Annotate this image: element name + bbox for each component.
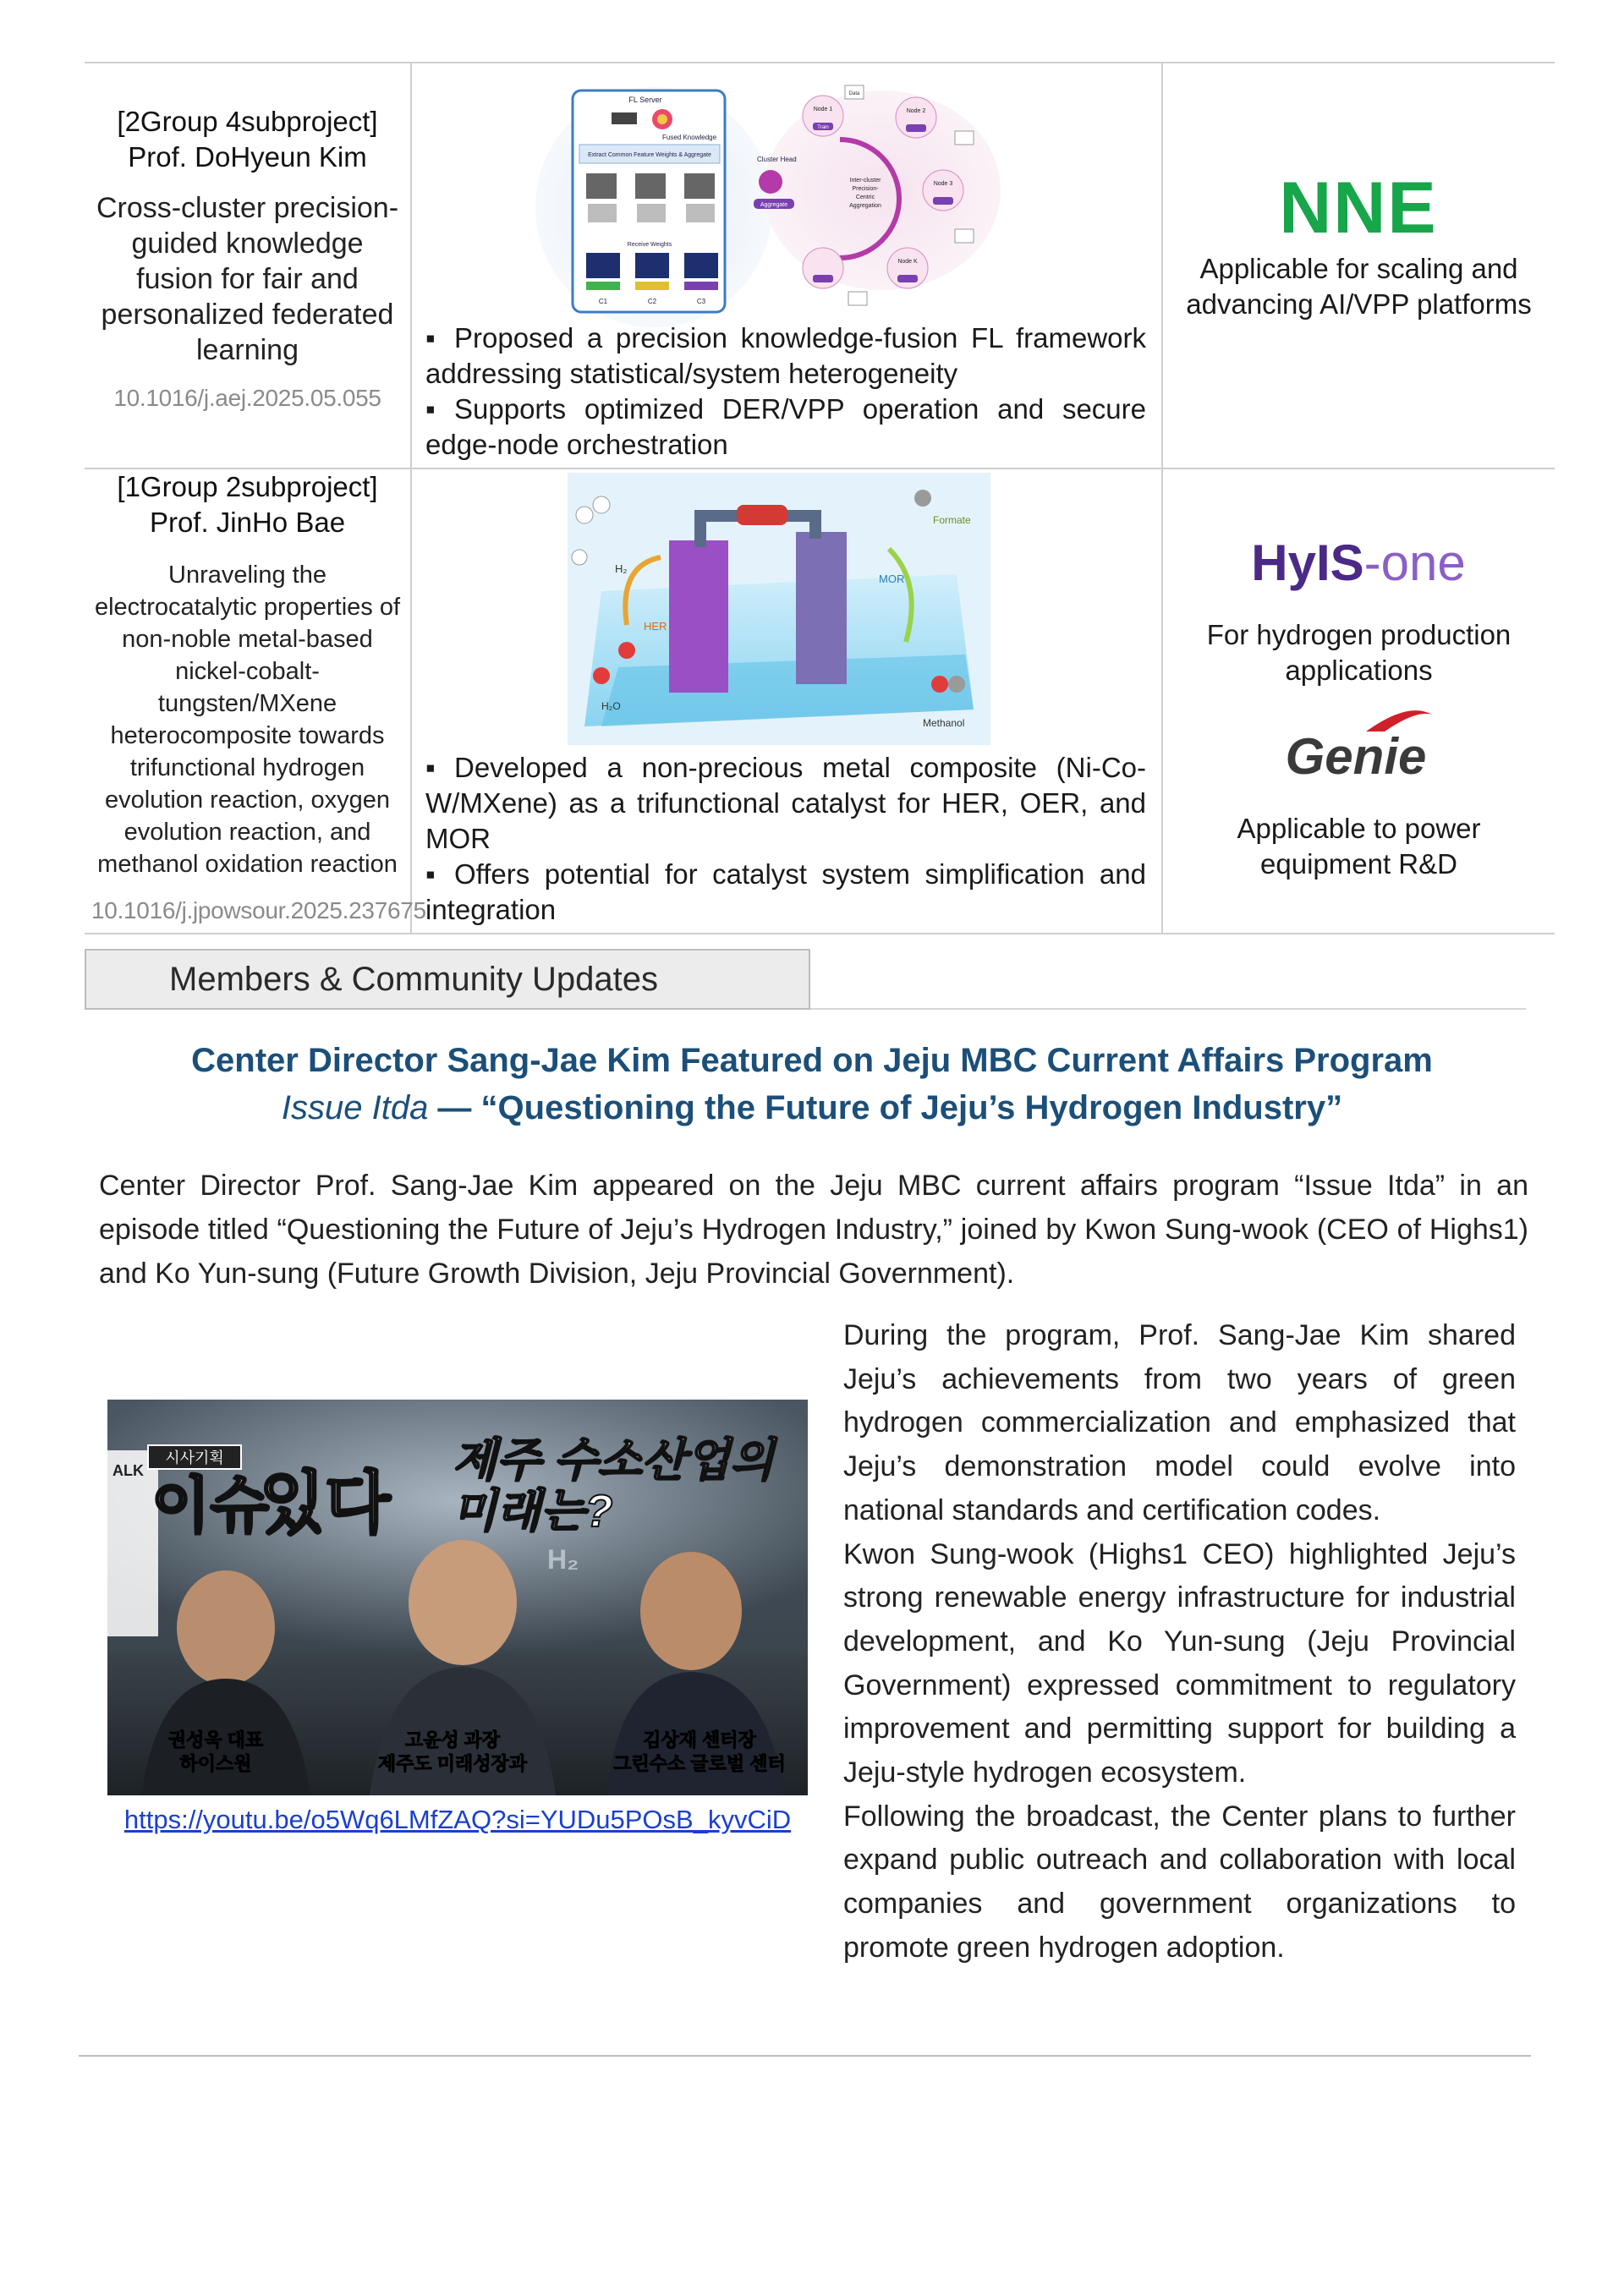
formate-label: Formate xyxy=(933,514,971,526)
article-paragraph: During the program, Prof. Sang-Jae Kim shared Jeju’s achievements from two years of green hydrogen commercialization and emphasized that Jeju’s demonstration model could evolve into national standards and certification codes. xyxy=(843,1319,1516,1526)
bullet-item: ▪ Proposed a precision knowledge-fusion FL framework addressing statistical/system heterogeneity xyxy=(425,322,1146,389)
bottom-divider xyxy=(79,2055,1531,2057)
svg-text:Genie: Genie xyxy=(1285,728,1427,782)
svg-text:NNE: NNE xyxy=(1279,173,1438,241)
node-3-label: Node 3 xyxy=(933,181,953,187)
video-link[interactable]: https://youtu.be/o5Wq6LMfZAQ?si=YUDu5POsB_kyvCiD xyxy=(123,1805,792,1834)
nne-logo xyxy=(1163,173,1555,241)
bullet-item: ▪ Supports optimized DER/VPP operation and secure edge-node orchestration xyxy=(425,393,1146,460)
federated-learning-figure xyxy=(535,80,1009,334)
her-label: HER xyxy=(644,620,667,633)
research-summary-cell xyxy=(412,469,1163,933)
professor-name: Prof. JinHo Bae xyxy=(149,507,346,538)
application-text: Applicable for scaling and advancing AI/VPP platforms xyxy=(1186,253,1532,320)
paper-doi: 10.1016/j.jpowsour.2025.237675 xyxy=(91,897,426,923)
research-info-cell xyxy=(85,469,426,933)
section-header: Members & Community Updates xyxy=(85,949,810,1010)
inter-cluster-label: Inter-cluster Precision-Centric Aggregation xyxy=(849,178,881,209)
aggregate-label: Aggregate xyxy=(760,202,788,208)
electrocatalyst-figure xyxy=(568,473,990,745)
article-body xyxy=(843,1314,1516,1970)
guest-center-org: 제주도 미래성장과 xyxy=(377,1753,528,1774)
thumbnail-title-2: 미래는? xyxy=(453,1486,613,1537)
professor-name: Prof. DoHyeun Kim xyxy=(128,141,367,173)
article-headline: Center Director Sang-Jae Kim Featured on Jeju MBC Current Affairs Program xyxy=(191,1042,1433,1079)
data-label: Data xyxy=(848,91,860,96)
cluster-c1-label: C1 xyxy=(598,298,608,305)
group-label: [2Group 4subproject] xyxy=(117,106,378,137)
guest-right-org: 그린수소 글로벌 센터 xyxy=(613,1753,786,1774)
program-tag: 시사기획 xyxy=(165,1449,224,1466)
section-divider xyxy=(810,1008,1526,1010)
extract-label: Extract Common Feature Weights & Aggregate xyxy=(588,152,711,158)
node-2-label: Node 2 xyxy=(906,108,926,114)
article-subheadline xyxy=(85,1089,1539,1127)
side-text: ALK xyxy=(112,1462,144,1479)
application-text-hydrogen: For hydrogen production applications xyxy=(1206,619,1512,686)
industry-application-cell xyxy=(1163,63,1555,468)
guest-left-org: 하이스원 xyxy=(179,1753,252,1774)
brand-issue: 이슈 xyxy=(151,1472,270,1540)
article-paragraph: Kwon Sung-wook (Highs1 CEO) highlighted Jeju’s strong renewable energy infrastructure for industrial development, and Ko Yun-sung (Jeju Provincial Government) expressed commitment to regulatory improvement and permitting support for building a Jeju-style hydrogen ecosystem. xyxy=(843,1537,1516,1789)
fl-server-label: FL Server xyxy=(628,96,662,104)
paper-title: Cross-cluster precision-guided knowledge fusion for fair and personalized federated learning xyxy=(96,192,399,366)
node-1-label: Node 1 xyxy=(813,107,833,112)
video-thumbnail[interactable] xyxy=(107,1400,808,1795)
fused-knowledge-label: Fused Knowledge xyxy=(662,134,717,141)
research-highlights-table xyxy=(85,62,1555,934)
episode-title: — “Questioning the Future of Jeju’s Hydrogen Industry” xyxy=(428,1089,1343,1126)
paper-title: Unraveling the electrocatalytic properties of non-noble metal-based nickel-cobalt-tungsten/MXene heterocomposite towards trifunctional hydrogen evolution reaction, oxygen evolution reaction, and methanol oxidation reaction xyxy=(94,562,401,878)
cluster-c3-label: C3 xyxy=(696,298,706,305)
methanol-label: Methanol xyxy=(923,717,965,729)
bullet-item: ▪ Developed a non-precious metal composite (Ni-Co-W/MXene) as a trifunctional catalyst for HER, OER, and MOR xyxy=(425,752,1146,854)
h2o-label: H₂O xyxy=(601,700,621,712)
bullet-item: ▪ Offers potential for catalyst system simplification and integration xyxy=(425,858,1146,925)
thumbnail-title-1: 제주 수소산업의 xyxy=(453,1435,775,1486)
guest-center-title: 고윤성 과장 xyxy=(404,1729,501,1751)
research-row-electrocatalyst xyxy=(85,469,1555,934)
svg-text:HyIS-one: HyIS-one xyxy=(1251,534,1466,591)
receive-weights-label: Receive Weights xyxy=(627,242,672,248)
cluster-head-label: Cluster Head xyxy=(757,156,797,163)
research-row-federated-learning xyxy=(85,63,1555,469)
guest-right-title: 김상재 센터장 xyxy=(643,1729,756,1751)
brand-itda: 있다 xyxy=(260,1466,391,1541)
guest-left-title: 권성욱 대표 xyxy=(167,1729,264,1751)
hyis-one-logo xyxy=(1163,533,1555,592)
research-bullets xyxy=(425,321,1146,463)
article-paragraph: Following the broadcast, the Center plans to further expand public outreach and collaboration with local companies and government organizations to promote green hydrogen adoption. xyxy=(843,1800,1516,1964)
mor-label: MOR xyxy=(879,573,905,585)
train-label: Train xyxy=(817,125,829,130)
cluster-c2-label: C2 xyxy=(647,298,657,305)
h2-label: H₂ xyxy=(615,562,628,575)
article-intro: Center Director Prof. Sang-Jae Kim appeared on the Jeju MBC current affairs program “Issue Itda” in an episode titled “Questioning the Future of Jeju’s Hydrogen Industry,” joined by Kwon Sung-wook (CEO of Highs1) and Ko Yun-sung (Future Growth Division, Jeju Provincial Government). xyxy=(99,1170,1528,1290)
industry-application-cell xyxy=(1163,469,1555,933)
research-info-cell xyxy=(85,63,412,468)
paper-doi: 10.1016/j.aej.2025.05.055 xyxy=(113,385,381,411)
h2-mark: H₂ xyxy=(547,1544,579,1575)
program-name: Issue Itda xyxy=(281,1089,429,1126)
group-label: [1Group 2subproject] xyxy=(117,471,378,502)
node-k-label: Node K xyxy=(897,259,918,265)
research-bullets xyxy=(425,750,1146,928)
application-text-power: Applicable to power equipment R&D xyxy=(1237,813,1481,879)
research-summary-cell xyxy=(412,63,1163,468)
genie-logo xyxy=(1163,706,1555,782)
